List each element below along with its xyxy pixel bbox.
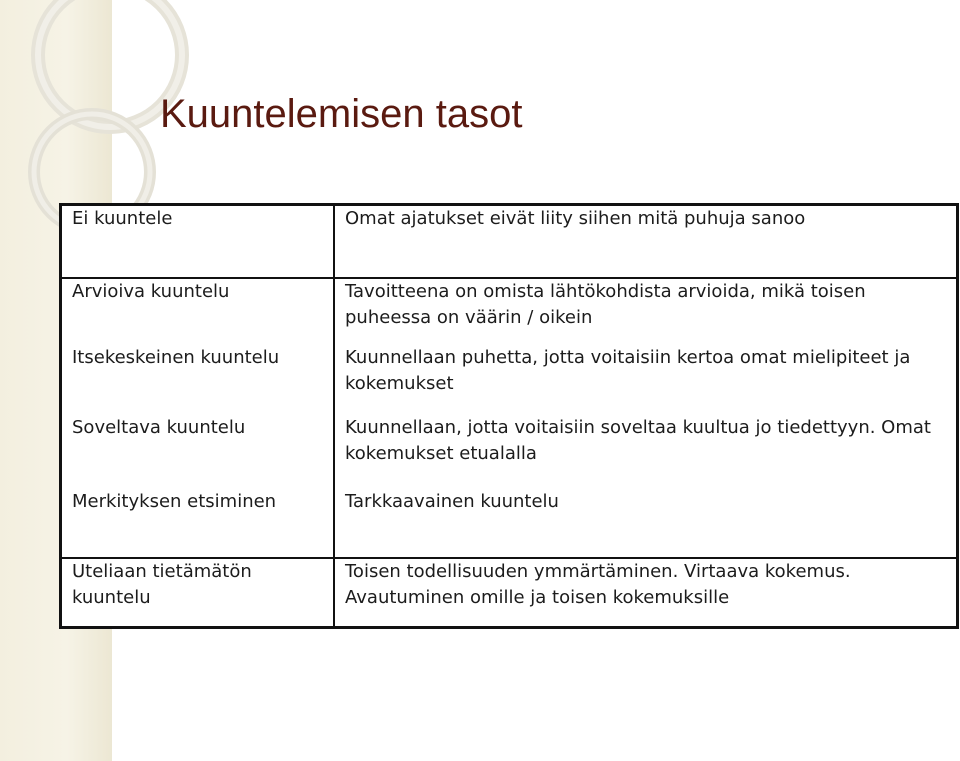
- level-label: Itsekeskeinen kuuntelu: [72, 347, 280, 368]
- level-label: Merkityksen etsiminen: [72, 491, 277, 512]
- description-cell: Toisen todellisuuden ymmärtäminen. Virtaava kokemus. Avautuminen omille ja toisen kokemuksille: [334, 558, 958, 628]
- level-cell: Ei kuuntele: [61, 205, 335, 279]
- level-cell-group: [61, 278, 335, 558]
- listening-levels-table: [59, 203, 959, 629]
- level-label: Soveltava kuuntelu: [72, 417, 246, 438]
- page-title: Kuuntelemisen tasot: [160, 92, 523, 136]
- table-row: [61, 558, 958, 628]
- level-cell: Uteliaan tietämätön kuuntelu: [61, 558, 335, 628]
- table-row: [61, 205, 958, 279]
- description-cell-group: [334, 278, 958, 558]
- level-description: Tarkkaavainen kuuntelu: [345, 491, 559, 512]
- level-description: Kuunnellaan, jotta voitaisiin soveltaa kuultua jo tiedettyyn. Omat kokemukset etualalla: [345, 417, 931, 464]
- level-label: Arvioiva kuuntelu: [72, 281, 230, 302]
- level-description: Kuunnellaan puhetta, jotta voitaisiin kertoa omat mielipiteet ja kokemukset: [345, 347, 911, 394]
- level-description: Tavoitteena on omista lähtökohdista arvioida, mikä toisen puheessa on väärin / oikein: [345, 281, 866, 328]
- table-row: [61, 278, 958, 558]
- description-cell: Omat ajatukset eivät liity siihen mitä puhuja sanoo: [334, 205, 958, 279]
